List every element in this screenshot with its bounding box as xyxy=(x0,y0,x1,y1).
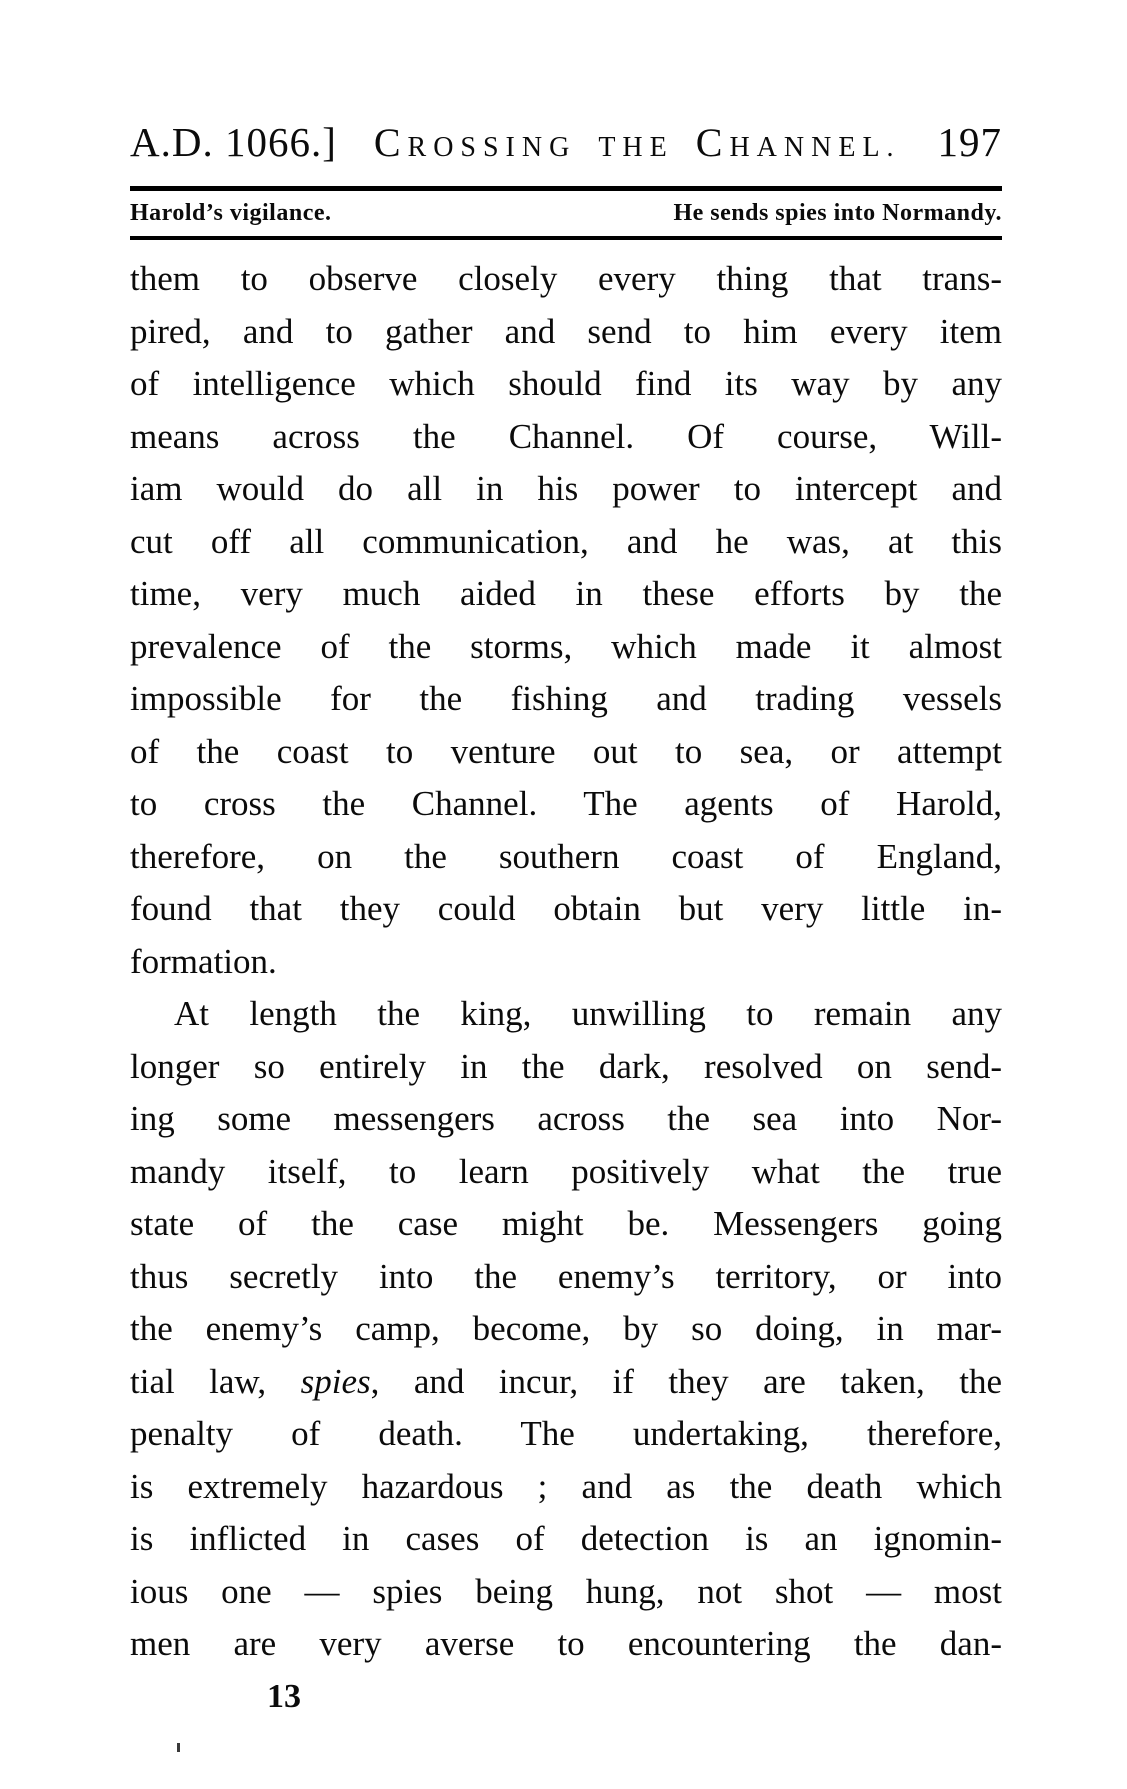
text-line: longer so entirely in the dark, resolved on send- xyxy=(130,1046,1002,1086)
body-text xyxy=(130,253,1002,1723)
text-segment: tial law, xyxy=(130,1361,301,1401)
text-line-paragraph-start: At length the king, unwilling to remain any xyxy=(174,994,1002,1033)
text-line: of the coast to venture out to sea, or attempt xyxy=(130,731,1002,771)
text-line: means across the Channel. Of course, Will- xyxy=(130,416,1002,456)
running-head-left: Harold’s vigilance. xyxy=(130,200,332,226)
text-line: impossible for the fishing and trading vessels xyxy=(130,679,1002,718)
text-line: mandy itself, to learn positively what the true xyxy=(130,1151,1002,1191)
text-line: pired, and to gather and send to him every item xyxy=(130,311,1002,351)
text-segment: , and incur, if they are taken, the xyxy=(370,1361,1002,1401)
signature-number: 13 xyxy=(267,1677,301,1715)
text-line: prevalence of the storms, which made it almost xyxy=(130,626,1002,666)
text-line: is inflicted in cases of detection is an ignomin- xyxy=(130,1519,1002,1558)
running-head-right: He sends spies into Normandy. xyxy=(673,200,1002,226)
text-line: men are very averse to encountering the dan- xyxy=(130,1624,1002,1663)
text-line: state of the case might be. Messengers going xyxy=(130,1204,1002,1243)
text-line: the enemy’s camp, become, by so doing, in mar- xyxy=(130,1309,1002,1348)
page-header xyxy=(130,118,1002,166)
text-line: cut off all communication, and he was, at this xyxy=(130,521,1002,561)
text-line: found that they could obtain but very little in- xyxy=(130,889,1002,928)
text-line: iam would do all in his power to intercept and xyxy=(130,469,1002,508)
header-title-word-channel: CHANNEL. xyxy=(695,120,901,165)
text-line: thus secretly into the enemy’s territory, or into xyxy=(130,1256,1002,1296)
text-line: therefore, on the southern coast of England, xyxy=(130,836,1002,876)
scan-artifact-mark xyxy=(177,1743,180,1752)
divider-rule-top xyxy=(130,186,1002,191)
running-heads xyxy=(130,200,1002,227)
divider-rule-bottom xyxy=(130,236,1002,240)
header-title-word-crossing: CROSSING xyxy=(373,120,577,165)
text-line: to cross the Channel. The agents of Harold, xyxy=(130,784,1002,823)
text-line-with-italic xyxy=(130,1356,1002,1409)
text-line: ing some messengers across the sea into Nor- xyxy=(130,1099,1002,1138)
header-title-word-the: THE xyxy=(598,132,674,163)
text-line-paragraph-end: formation. xyxy=(130,941,277,981)
text-block xyxy=(130,118,1002,1723)
header-date-label: A.D. 1066.] xyxy=(130,119,337,165)
header-page-number: 197 xyxy=(937,119,1002,165)
text-line: time, very much aided in these efforts by the xyxy=(130,574,1002,613)
text-line: is extremely hazardous ; and as the death which xyxy=(130,1466,1002,1506)
header-title xyxy=(337,119,938,166)
italic-word-spies: spies xyxy=(300,1361,371,1401)
text-line: of intelligence which should find its way by any xyxy=(130,364,1002,403)
text-line: penalty of death. The undertaking, therefore, xyxy=(130,1414,1002,1453)
text-line: them to observe closely every thing that trans- xyxy=(130,259,1002,298)
text-line: ious one — spies being hung, not shot — most xyxy=(130,1571,1002,1611)
